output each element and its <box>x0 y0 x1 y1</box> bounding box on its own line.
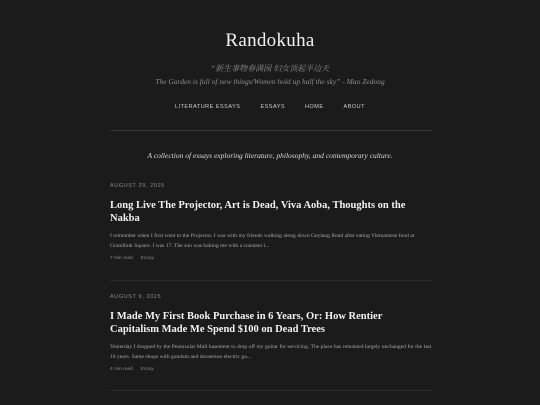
post-card <box>110 183 432 261</box>
site-title[interactable]: Randokuha <box>225 30 315 51</box>
read-time: 4 min read <box>110 367 133 372</box>
post-title-link[interactable]: Long Live The Projector, Art is Dead, Viva Aoba, Thoughts on the Nakba <box>110 200 406 224</box>
nav-literature-essays[interactable]: LITERATURE ESSAYS <box>174 104 241 110</box>
nav-about[interactable]: ABOUT <box>343 104 365 110</box>
post-excerpt: Yesterday I dropped by the Peninsular Mall basement to drop off my guitar for servicing. The place has remained largely unchanged for the last 10 years. Same shops with gundam and doraemon electric gu... <box>110 344 432 360</box>
nav-essays[interactable]: ESSAYS <box>260 104 286 110</box>
post-divider <box>110 280 432 281</box>
post-divider <box>110 390 432 391</box>
nav-home[interactable]: HOME <box>305 104 324 110</box>
post-date: AUGUST 29, 2025 <box>110 183 165 189</box>
read-time: 7 min read <box>110 256 133 261</box>
category-link[interactable]: Essay <box>140 256 154 261</box>
post-meta <box>110 367 432 372</box>
category-link[interactable]: Essay <box>140 367 154 372</box>
post-meta <box>110 256 432 261</box>
main-nav <box>0 104 540 110</box>
post-card <box>110 294 432 372</box>
quote-chinese: “新生事物春满园 妇女顶起半边天 <box>210 64 330 73</box>
header-divider <box>110 130 432 131</box>
post-title-link[interactable]: I Made My First Book Purchase in 6 Years, Or: How Rentier Capitalism Made Me Spend $100 on Dead Trees <box>110 311 383 335</box>
post-excerpt: I remember when I first went to the Projector. I was with my friends walking along down Geylang Road after eating Vietnamese food at Grandlink Square. I was 17. The sun was baking me with a constant l... <box>110 233 415 249</box>
site-tagline: A collection of essays exploring literature, philosophy, and contemporary culture. <box>147 151 393 160</box>
quote-english: The Garden is full of new things/Women hold up half the sky” - Mao Zedong <box>155 77 385 86</box>
post-date: AUGUST 9, 2025 <box>110 294 162 300</box>
